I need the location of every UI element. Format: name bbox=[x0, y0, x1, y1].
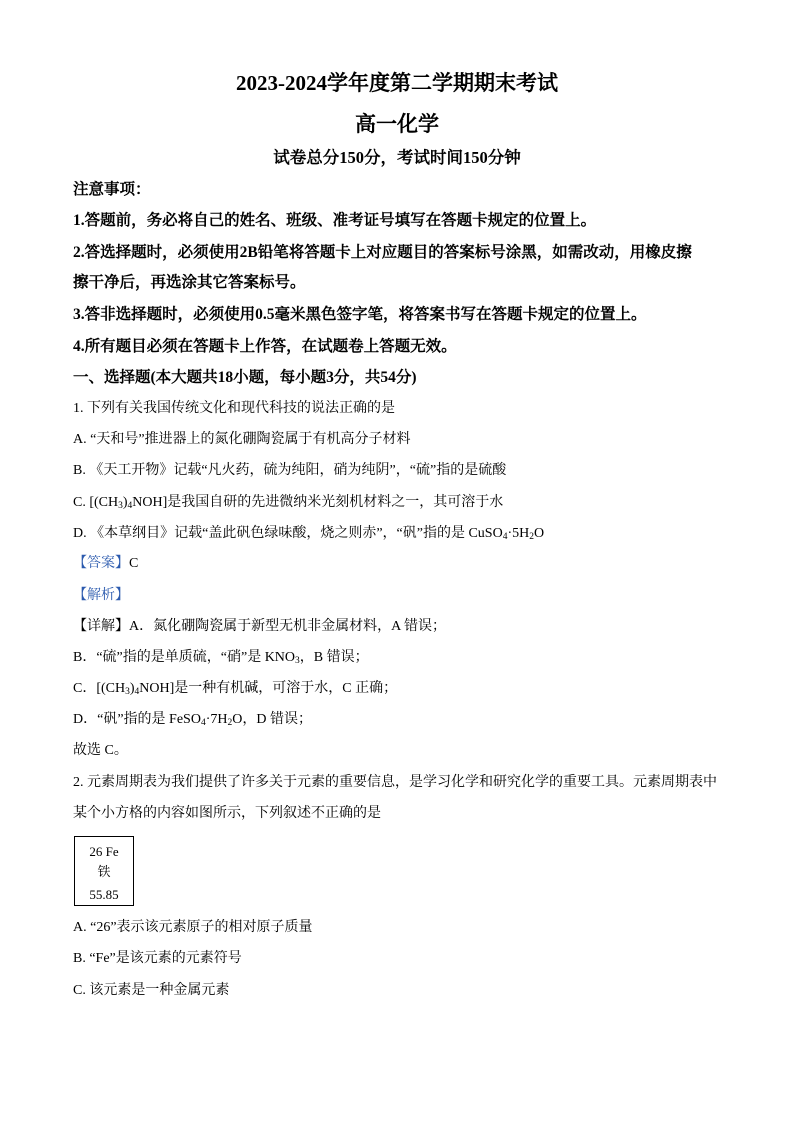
detail-label: 【详解】 bbox=[73, 619, 129, 634]
q1-stem: 1. 下列有关我国传统文化和现代科技的说法正确的是 bbox=[73, 401, 395, 416]
q1-detail-d bbox=[73, 710, 312, 730]
q2-stem-line-2: 某个小方格的内容如图所示，下列叙述不正确的是 bbox=[73, 806, 381, 821]
subscript: 4 bbox=[134, 687, 140, 697]
q1-option-a: A. “天和号”推进器上的氮化硼陶瓷属于有机高分子材料 bbox=[73, 432, 411, 447]
notice-line-4: 4.所有题目必须在答题卡上作答，在试题卷上答题无效。 bbox=[73, 338, 457, 355]
exam-info: 试卷总分150分，考试时间150分钟 bbox=[273, 148, 521, 167]
notice-line-3: 3.答非选择题时，必须使用0.5毫米黑色签字笔，将答案书写在答题卡规定的位置上。 bbox=[73, 306, 647, 323]
subscript: 2 bbox=[227, 718, 233, 728]
element-tile bbox=[74, 836, 134, 906]
q1-option-d bbox=[73, 524, 544, 544]
q1-detail-b bbox=[73, 648, 369, 668]
text-segment: C. [(CH bbox=[73, 495, 119, 510]
text-segment: D. 《本草纲目》记载“盖此矾色绿味酸，烧之则赤”，“矾”指的是 CuSO bbox=[73, 526, 503, 541]
q2-option-b: B. “Fe”是该元素的元素符号 bbox=[73, 951, 242, 966]
q2-option-c: C. 该元素是一种金属元素 bbox=[73, 983, 230, 998]
text-segment: D．“矾”指的是 FeSO bbox=[73, 712, 201, 727]
subscript: 4 bbox=[502, 532, 508, 542]
q1-answer-line bbox=[73, 554, 138, 574]
notice-line-2: 2.答选择题时，必须使用2B铅笔将答题卡上对应题目的答案标号涂黑，如需改动，用橡皮擦 bbox=[73, 244, 692, 261]
answer-value: C bbox=[129, 556, 139, 571]
atomic-number: 26 bbox=[89, 844, 103, 859]
subscript: 4 bbox=[127, 501, 133, 511]
text-segment: O bbox=[533, 526, 545, 541]
text-segment: A．氮化硼陶瓷属于新型无机非金属材料，A 错误； bbox=[129, 619, 446, 634]
answer-label: 【答案】 bbox=[73, 556, 129, 571]
q1-conclusion: 故选 C。 bbox=[73, 743, 128, 758]
text-segment: NOH]是我国自研的先进微纳米光刻机材料之一，其可溶于水 bbox=[132, 495, 504, 510]
atomic-mass: 55.85 bbox=[89, 887, 119, 902]
q2-option-a: A. “26”表示该元素原子的相对原子质量 bbox=[73, 920, 313, 935]
element-number-symbol-row bbox=[75, 843, 133, 861]
subscript: 2 bbox=[529, 532, 534, 542]
q1-option-c bbox=[73, 493, 503, 513]
element-name: 铁 bbox=[97, 864, 111, 879]
analysis-label: 【解析】 bbox=[73, 588, 129, 603]
q1-option-b: B. 《天工开物》记载“凡火药，硫为纯阳，硝为纯阴”，“硫”指的是硫酸 bbox=[73, 463, 507, 478]
text-segment: O，D 错误； bbox=[232, 712, 312, 727]
text-segment: ·7H bbox=[205, 712, 228, 727]
q1-analysis-line bbox=[73, 586, 129, 606]
subject-title: 高一化学 bbox=[355, 112, 439, 136]
notice-heading: 注意事项： bbox=[73, 181, 151, 198]
element-symbol: Fe bbox=[105, 844, 119, 859]
q2-stem-line-1: 2. 元素周期表为我们提供了许多关于元素的重要信息，是学习化学和研究化学的重要工具。元素周期表中 bbox=[73, 775, 717, 790]
text-segment: B．“硫”指的是单质硫，“硝”是 KNO bbox=[73, 650, 296, 665]
text-segment: NOH]是一种有机碱，可溶于水，C 正确； bbox=[139, 681, 398, 696]
q1-detail-a bbox=[73, 617, 446, 637]
q1-detail-c bbox=[73, 679, 397, 699]
text-segment: C．[(CH bbox=[73, 681, 126, 696]
text-segment: ·5H bbox=[507, 526, 530, 541]
subscript: 3 bbox=[125, 687, 130, 697]
notice-line-1: 1.答题前，务必将自己的姓名、班级、准考证号填写在答题卡规定的位置上。 bbox=[73, 212, 597, 229]
subscript: 3 bbox=[295, 656, 300, 666]
subscript: 3 bbox=[118, 501, 123, 511]
subscript: 4 bbox=[200, 718, 206, 728]
text-segment: ，B 错误； bbox=[299, 650, 369, 665]
notice-line-2-continued: 擦干净后，再选涂其它答案标号。 bbox=[73, 274, 306, 291]
section-heading: 一、选择题(本大题共18小题，每小题3分，共54分) bbox=[73, 369, 417, 386]
exam-title: 2023-2024学年度第二学期期末考试 bbox=[236, 71, 558, 95]
text-segment: ) bbox=[129, 681, 135, 696]
text-segment: ) bbox=[122, 495, 128, 510]
